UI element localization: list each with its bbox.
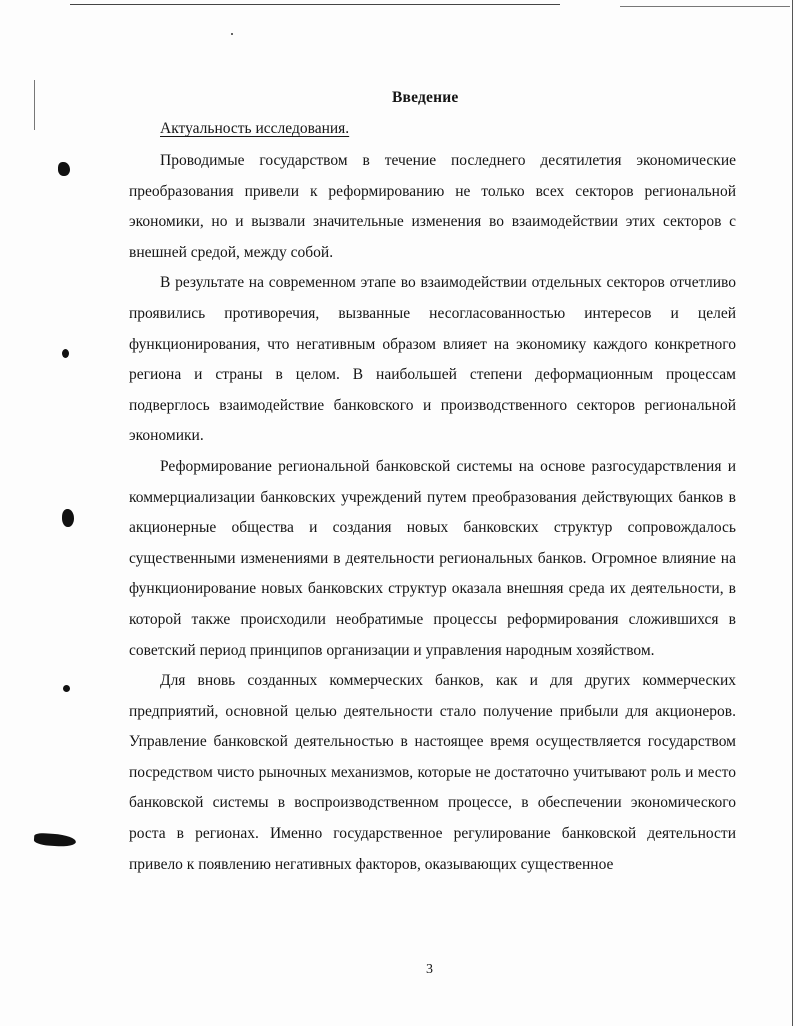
scan-blot <box>34 833 77 848</box>
scan-edge-right <box>792 0 793 1026</box>
binding-hole-mark-4 <box>63 685 70 692</box>
scan-speck <box>231 33 233 35</box>
page-title: Введение <box>392 89 459 106</box>
scan-edge-top-right <box>620 6 790 7</box>
paragraph-2: В результате на современном этапе во взаимодействии отдельных секторов отчетливо проявились противоречия, вызванные несогласованностью интересов и целей функционирования, что негативным образом влияет на экономику каждого конкретного региона и страны в целом. В наибольшей степени деформационным процессам подверглось взаимодействие банковского и производственного секторов региональной экономики. <box>129 274 736 445</box>
paragraph-4: Для вновь созданных коммерческих банков, как и для других коммерческих предприятий, основной целью деятельности стало получение прибыли для акционеров. Управление банковской деятельностью в настоящее время осуществляется государством посредством чисто рыночных механизмов, которые не достаточно учитывают роль и место банковской системы в воспроизводственном процессе, в обеспечении экономического роста в регионах. Именно государственное регулирование банковской деятельности привело к появлению негативных факторов, оказывающих существенное <box>129 672 736 873</box>
binding-hole-mark-3 <box>62 509 74 527</box>
body-text <box>129 146 736 880</box>
scan-edge-top <box>70 4 560 5</box>
page-number: 3 <box>426 962 433 977</box>
binding-hole-mark-1 <box>58 162 70 176</box>
binding-hole-mark-2 <box>62 349 69 358</box>
scan-edge-left <box>34 80 35 130</box>
paragraph-3: Реформирование региональной банковской системы на основе разгосударствления и коммерциализации банковских учреждений путем преобразования действующих банков в акционерные общества и создания новых банковских структур сопровождалось существенными изменениями в деятельности региональных банков. Огромное влияние на функционирование новых банковских структур оказала внешняя среда их деятельности, в которой также происходили необратимые процессы реформирования сложившихся в советский период принципов организации и управления народным хозяйством. <box>129 457 736 659</box>
paragraph-1: Проводимые государством в течение последнего десятилетия экономические преобразования привели к реформированию не только всех секторов региональной экономики, но и вызвали значительные изменения во взаимодействии этих секторов с внешней средой, между собой. <box>129 152 736 261</box>
section-subheading: Актуальность исследования. <box>160 120 350 137</box>
